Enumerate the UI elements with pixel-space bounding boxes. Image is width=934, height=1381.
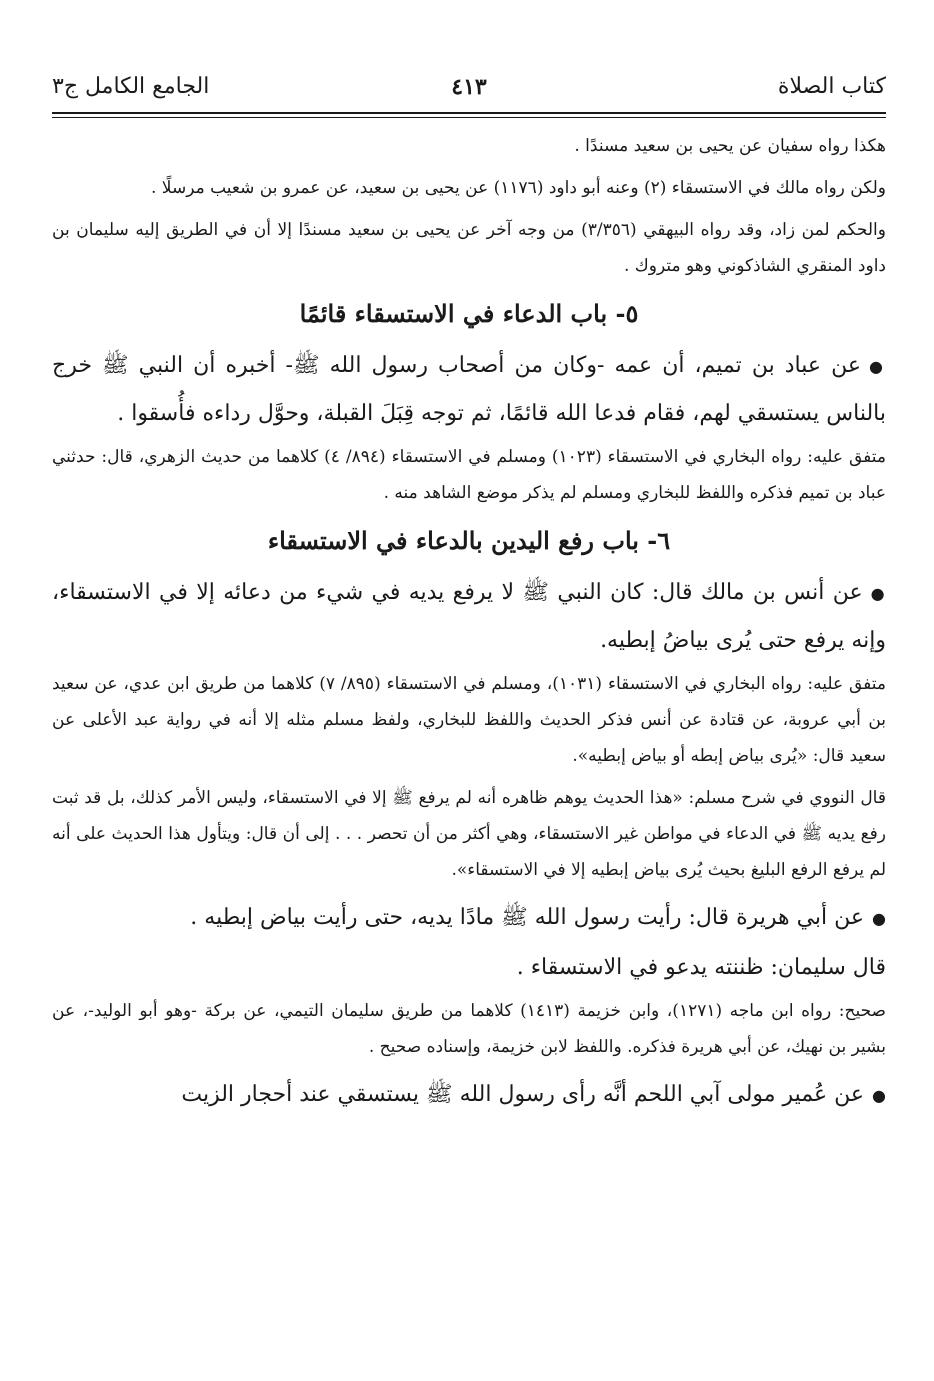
note-paragraph: صحيح: رواه ابن ماجه (١٢٧١)، وابن خزيمة (١٤١٣) كلاهما من طريق سليمان التيمي، عن بركة -وهو أبو الوليد-، عن بشير بن نهيك، عن أبي هريرة فذكره. واللفظ لابن خزيمة، وإسناده صحيح .	[52, 1001, 886, 1057]
running-header	[52, 70, 886, 110]
note-paragraph: قال النووي في شرح مسلم: «هذا الحديث يوهم ظاهره أنه لم يرفع ﷺ إلا في الاستسقاء، وليس الأمر كذلك، بل قد ثبت رفع يديه ﷺ في الدعاء في مواطن غير الاستسقاء، وهي أكثر من أن تحصر . . . إلى أن قال: ويتأول هذا الحديث على أنه لم يرفع الرفع البليغ بحيث يُرى بياض إبطيه إلا في الاستسقاء».	[52, 788, 886, 880]
note-paragraph: متفق عليه: رواه البخاري في الاستسقاء (١٠٣١)، ومسلم في الاستسقاء (٨٩٥/ ٧) كلاهما من طريق ابن عدي، عن سعيد بن أبي عروبة، عن قتادة عن أنس فذكر الحديث واللفظ للبخاري، ولفظ مسلم مثله إلا أنه في رواية عبد الأعلى عن سعيد قال: «يُرى بياض إبطه أو بياض إبطيه».	[52, 674, 887, 766]
note-paragraph: ولكن رواه مالك في الاستسقاء (٢) وعنه أبو داود (١١٧٦) عن يحيى بن سعيد، عن عمرو بن شعيب مرسلًا .	[151, 178, 886, 198]
chapter-heading: ٥- باب الدعاء في الاستسقاء قائمًا	[299, 299, 639, 328]
chapter-heading: ٦- باب رفع اليدين بالدعاء في الاستسقاء	[267, 526, 671, 555]
bullet-icon: ●	[868, 357, 886, 376]
hadith-paragraph: ●عن عُمير مولى آبي اللحم أنَّه رأى رسول الله ﷺ يستسقي عند أحجار الزيت	[181, 1082, 886, 1107]
page-body	[52, 128, 886, 1119]
hadith-paragraph: ●عن عباد بن تميم، أن عمه -وكان من أصحاب رسول الله ﷺ- أخبره أن النبي ﷺ خرج بالناس يستسقي لهم، فقام فدعا الله قائمًا، ثم توجه قِبَلَ القبلة، وحوَّل رداءه فأُسقوا .	[52, 353, 886, 426]
hadith-paragraph: ●عن أبي هريرة قال: رأيت رسول الله ﷺ مادًا يديه، حتى رأيت بياض إبطيه .	[190, 905, 886, 930]
note-paragraph: متفق عليه: رواه البخاري في الاستسقاء (١٠٢٣) ومسلم في الاستسقاء (٨٩٤/ ٤) كلاهما من حديث الزهري، قال: حدثني عباد بن تميم فذكره واللفظ للبخاري ومسلم لم يذكر موضع الشاهد منه .	[52, 447, 886, 503]
volume-title: الجامع الكامل ج٣	[52, 74, 210, 99]
bullet-icon: ●	[872, 909, 886, 928]
bullet-icon: ●	[870, 584, 886, 603]
header-rule-thin	[52, 117, 886, 118]
note-paragraph: هكذا رواه سفيان عن يحيى بن سعيد مسندًا .	[574, 136, 886, 156]
document-page	[52, 70, 886, 1381]
hadith-continuation: قال سليمان: ظننته يدعو في الاستسقاء .	[516, 955, 886, 980]
book-title: كتاب الصلاة	[777, 74, 886, 99]
page-number: ٤١٣	[451, 74, 487, 100]
hadith-paragraph: ●عن أنس بن مالك قال: كان النبي ﷺ لا يرفع يديه في شيء من دعائه إلا في الاستسقاء، وإنه يرفع حتى يُرى بياضُ إبطيه.	[52, 580, 886, 653]
bullet-icon: ●	[872, 1086, 886, 1105]
header-rule-thick	[52, 112, 886, 114]
note-paragraph: والحكم لمن زاد، وقد رواه البيهقي (٣/٣٥٦) من وجه آخر عن يحيى بن سعيد مسندًا إلا أن في الطريق إليه سليمان بن داود المنقري الشاذكوني وهو متروك .	[52, 220, 886, 276]
